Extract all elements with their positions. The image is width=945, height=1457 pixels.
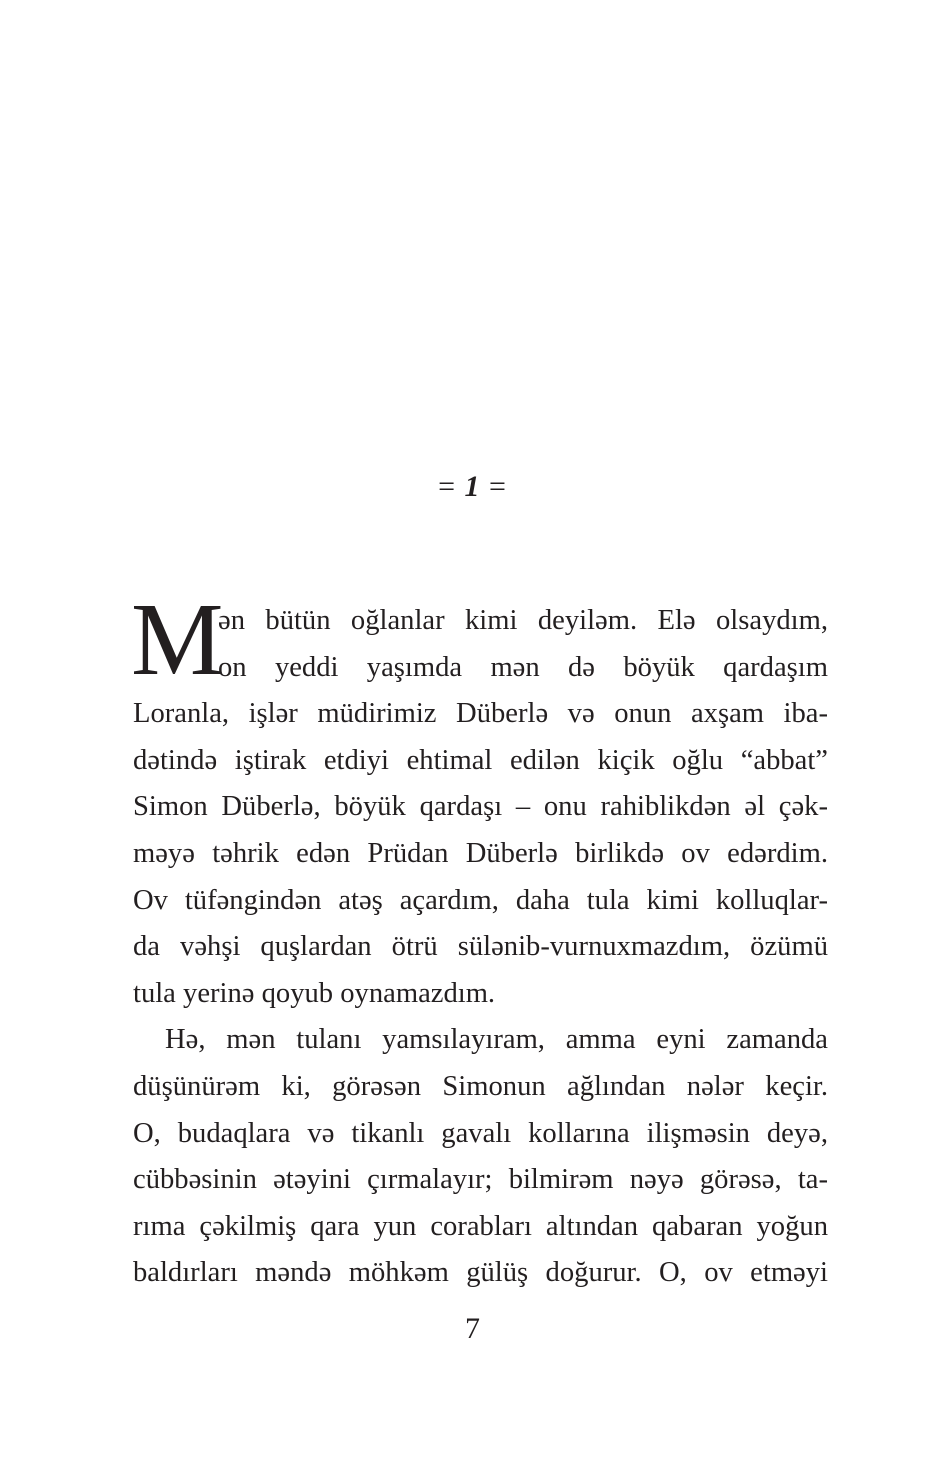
text-line: dətində iştirak etdiyi ehtimal edilən kiçik oğlu “abbat” bbox=[133, 744, 828, 776]
body-text bbox=[131, 582, 828, 1297]
text-line: tula yerinə qoyub oynamazdım. bbox=[133, 977, 496, 1009]
paragraph-1 bbox=[131, 582, 828, 1017]
text-line: düşünürəm ki, görəsən Simonun ağlından nələr keçir. bbox=[133, 1070, 828, 1102]
chapter-heading bbox=[0, 470, 945, 504]
text-line: rıma çəkilmiş qara yun corabları altından qabaran yoğun bbox=[133, 1210, 828, 1242]
text-line: baldırları məndə möhkəm gülüş doğurur. O, ov etməyi bbox=[133, 1257, 828, 1289]
text-line: Simon Düberlə, böyük qardaşı – onu rahiblikdən əl çək- bbox=[133, 791, 828, 823]
text-line: da vəhşi quşlardan ötrü sülənib-vurnuxmazdım, özümü bbox=[133, 931, 828, 963]
text-line: Loranla, işlər müdirimiz Düberlə və onun axşam iba- bbox=[133, 698, 828, 730]
text-line: on yeddi yaşımda mən də böyük qardaşım bbox=[218, 651, 828, 683]
text-line: məyə təhrik edən Prüdan Düberlə birlikdə ov edərdim. bbox=[133, 837, 828, 869]
chapter-suffix: = bbox=[489, 470, 507, 503]
text-line: O, budaqlara və tikanlı gavalı kollarına ilişməsin deyə, bbox=[133, 1117, 828, 1149]
chapter-number: 1 bbox=[464, 470, 481, 503]
chapter-prefix: = bbox=[438, 470, 456, 503]
page-number: 7 bbox=[465, 1312, 480, 1345]
paragraph-2 bbox=[133, 1017, 828, 1297]
text-line: Hə, mən tulanı yamsılayıram, amma eyni zamanda bbox=[165, 1024, 828, 1056]
text-line: Ov tüfəngindən atəş açardım, daha tula kimi kolluqlar- bbox=[133, 884, 828, 916]
text-line: ən bütün oğlanlar kimi deyiləm. Elə olsaydım, bbox=[218, 605, 828, 636]
text-line: cübbəsinin ətəyini çırmalayır; bilmirəm nəyə görəsə, ta- bbox=[133, 1164, 828, 1196]
drop-cap: M bbox=[131, 582, 224, 697]
